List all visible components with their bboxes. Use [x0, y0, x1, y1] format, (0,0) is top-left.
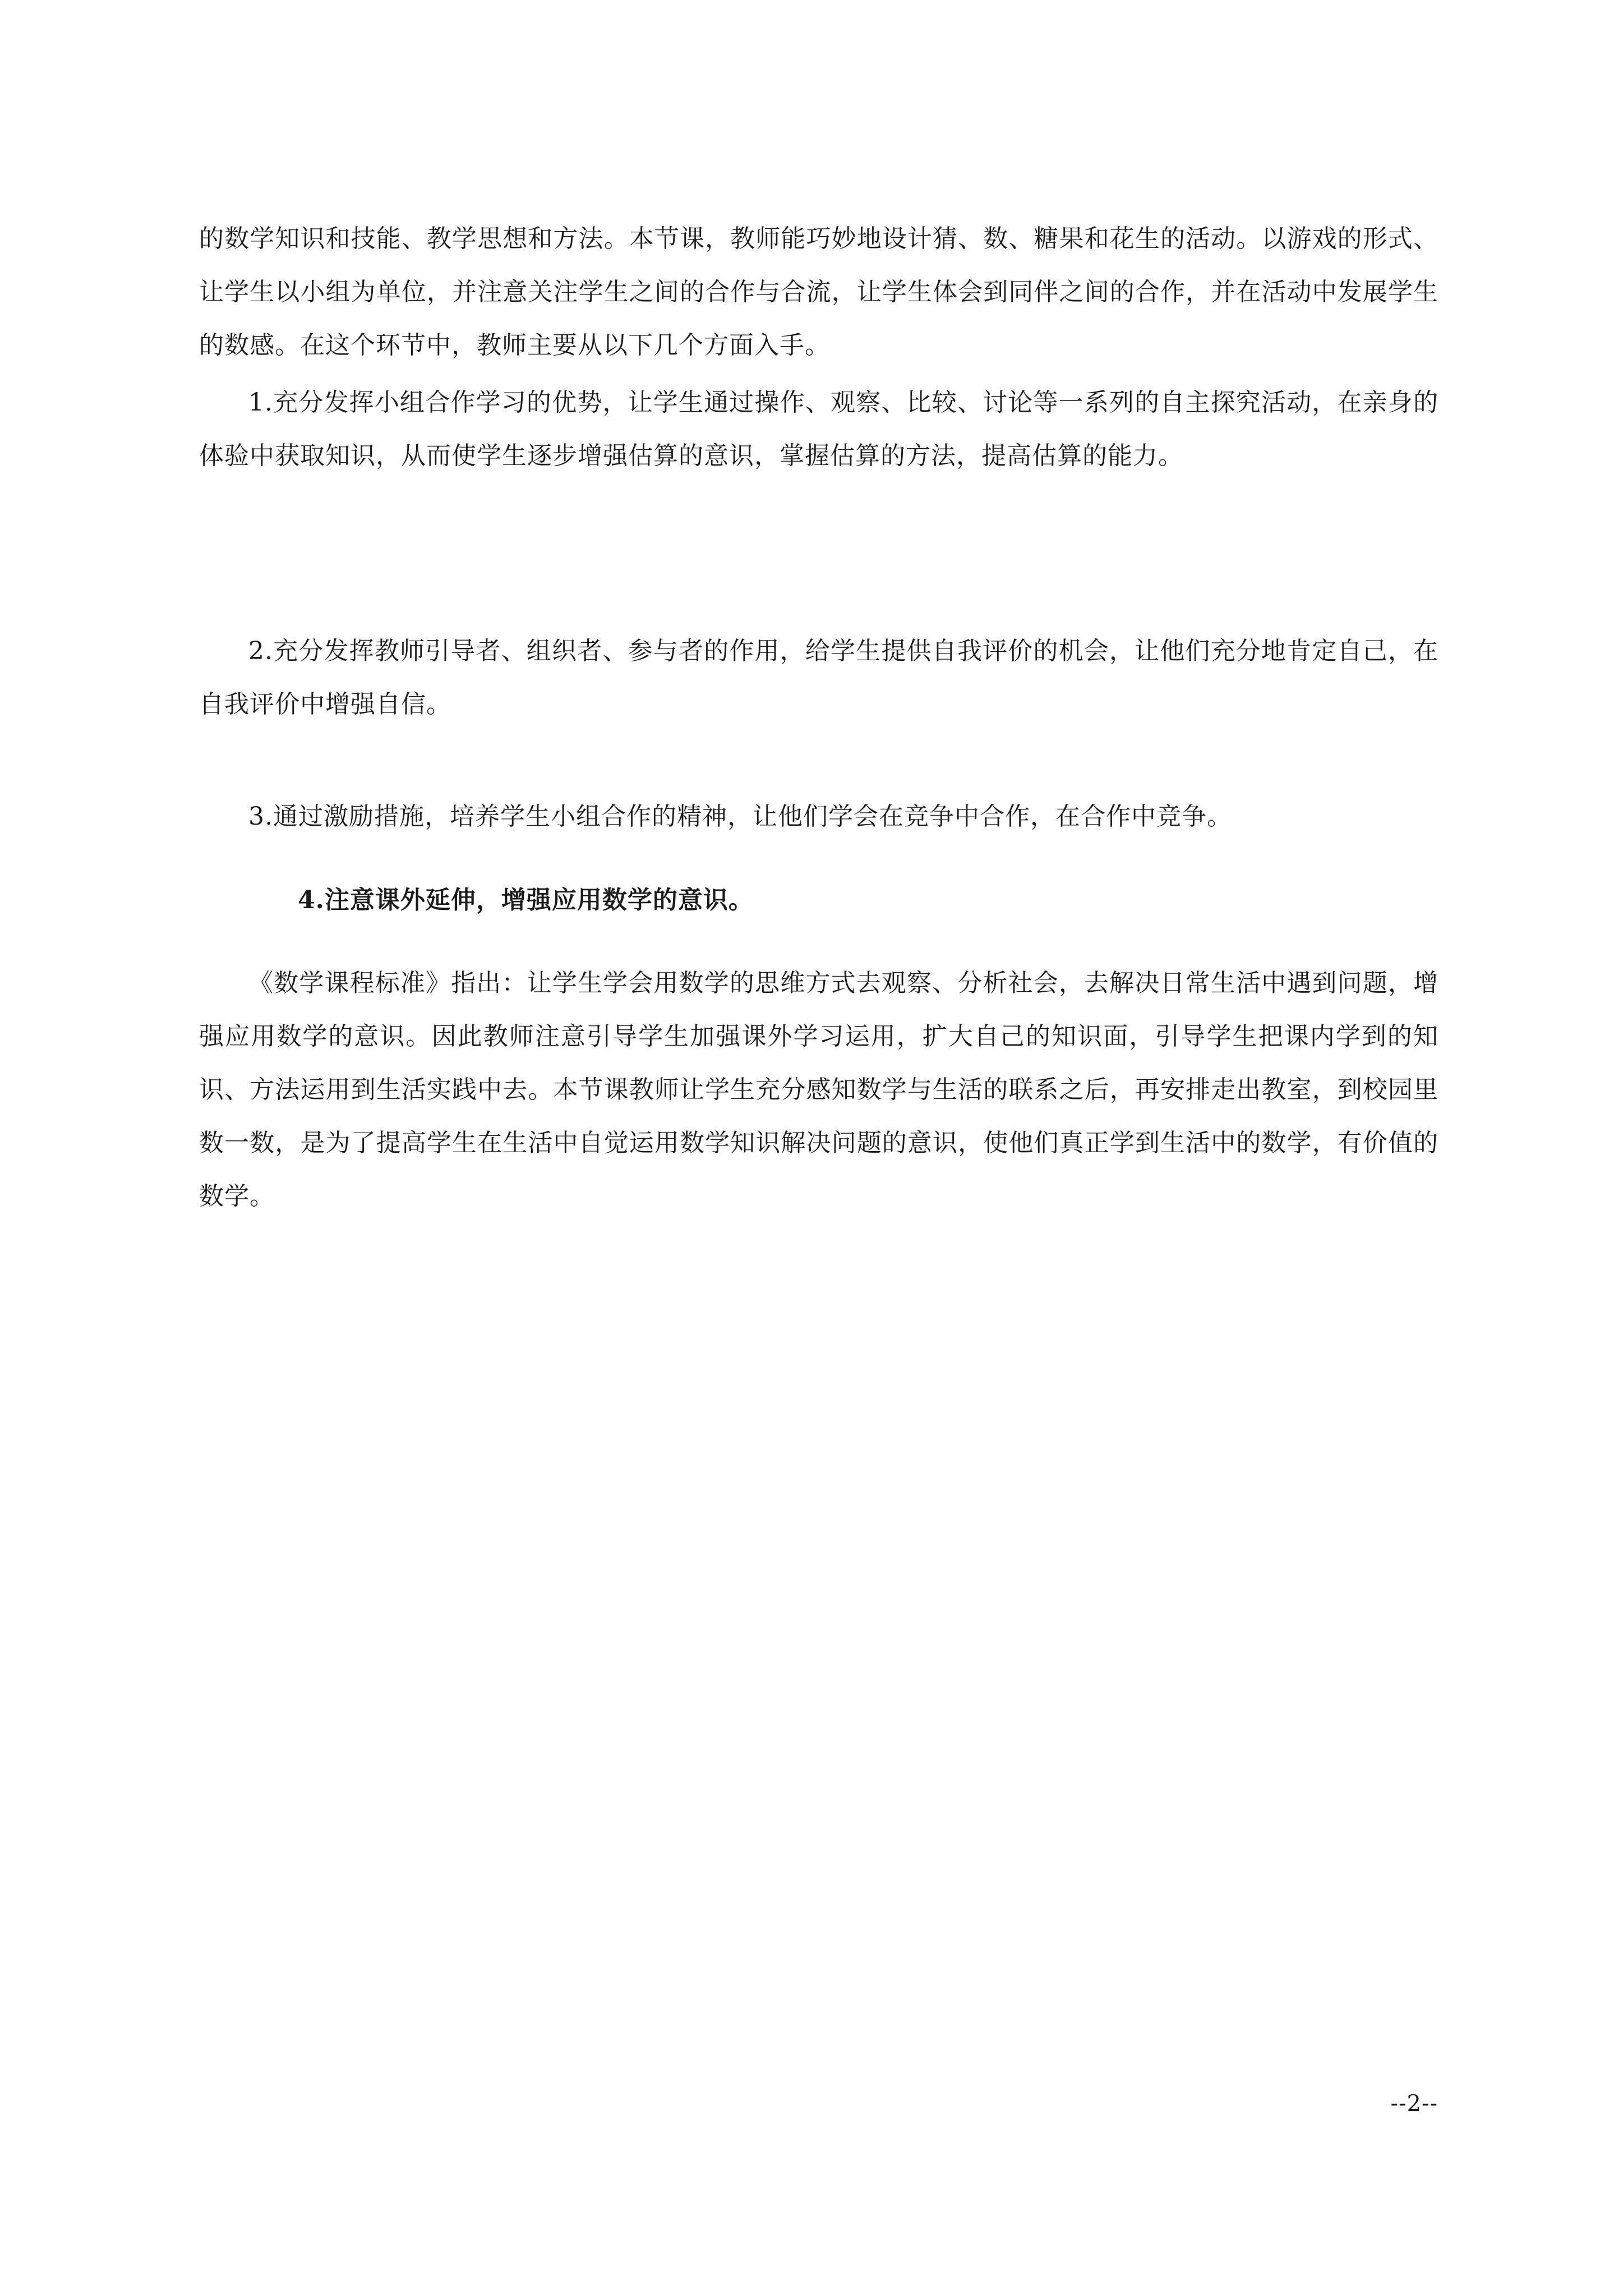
paragraph-curriculum-standard: 《数学课程标准》指出：让学生学会用数学的思维方式去观察、分析社会，去解决日常生活中遇到问题，增强应用数学的意识。因此教师注意引导学生加强课外学习运用，扩大自己的知识面，引导学生把课内学到的知识、方法运用到生活实践中去。本节课教师让学生充分感知数学与生活的联系之后，再安排走出教室，到校园里数一数，是为了提高学生在生活中自觉运用数学知识解决问题的意识，使他们真正学到生活中的数学，有价值的数学。	[199, 969, 1438, 1211]
paragraph-intro-continuation: 的数学知识和技能、教学思想和方法。本节课，教师能巧妙地设计猜、数、糖果和花生的活动。以游戏的形式、让学生以小组为单位，并注意关注学生之间的合作与合流，让学生体会到同伴之间的合作，并在活动中发展学生的数感。在这个环节中，教师主要从以下几个方面入手。	[199, 224, 1438, 360]
section-heading-4: 4.注意课外延伸，增强应用数学的意识。	[298, 886, 754, 914]
paragraph-point-1: 1.充分发挥小组合作学习的优势，让学生通过操作、观察、比较、讨论等一系列的自主探究活动，在亲身的体验中获取知识，从而使学生逐步增强估算的意识，掌握估算的方法，提高估算的能力。	[199, 388, 1438, 470]
paragraph-point-2: 2.充分发挥教师引导者、组织者、参与者的作用，给学生提供自我评价的机会，让他们充分地肯定自己，在自我评价中增强自信。	[199, 637, 1438, 719]
paragraph-point-3: 3.通过激励措施，培养学生小组合作的精神，让他们学会在竞争中合作，在合作中竞争。	[248, 802, 1232, 831]
page-number: --2--	[1390, 2091, 1438, 2116]
